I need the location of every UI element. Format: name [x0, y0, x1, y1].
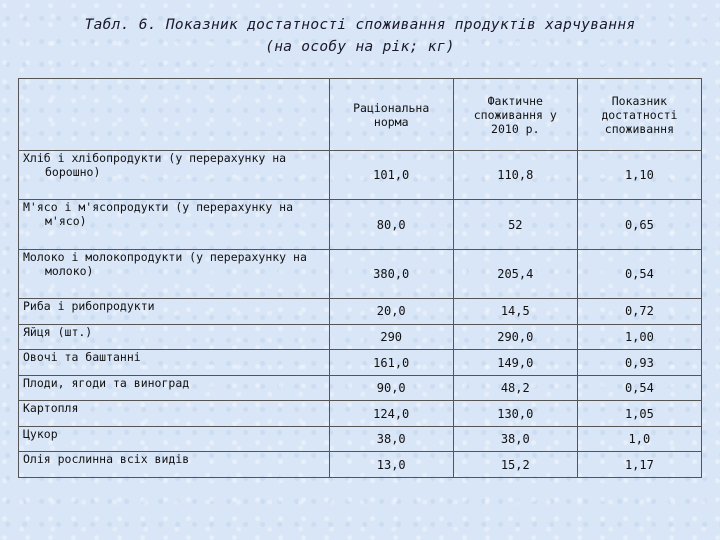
row-label-continuation: молоко): [45, 263, 94, 278]
consumption-table: [18, 78, 702, 478]
actual-value: 149,0: [453, 350, 577, 376]
row-label: [19, 200, 330, 249]
table-row: [19, 401, 702, 427]
row-label: [19, 452, 330, 478]
actual-value: 52: [453, 200, 577, 249]
table-row: [19, 299, 702, 325]
row-label: [19, 151, 330, 200]
index-value: 0,54: [577, 249, 701, 298]
actual-value: 48,2: [453, 375, 577, 401]
norm-value: 38,0: [329, 426, 453, 452]
table-row: [19, 151, 702, 200]
actual-value: 290,0: [453, 324, 577, 350]
header-index: Показник достатності споживання: [577, 79, 701, 151]
index-value: 1,0: [577, 426, 701, 452]
row-label-continuation: борошно): [45, 165, 101, 179]
header-norm: Раціональна норма: [329, 79, 453, 151]
row-label-text: Молоко і молокопродукти (у перерахунку на: [23, 249, 307, 264]
norm-value: 90,0: [329, 375, 453, 401]
header-corner: [19, 79, 330, 151]
actual-value: 38,0: [453, 426, 577, 452]
norm-value: 80,0: [329, 200, 453, 249]
index-value: 0,54: [577, 375, 701, 401]
row-label-text: М'ясо і м'ясопродукти (у перерахунку на: [23, 200, 294, 215]
table-row: [19, 350, 702, 376]
row-label-text: Овочі та баштанні: [23, 350, 141, 365]
table-row: [19, 375, 702, 401]
row-label-text: Цукор: [23, 426, 58, 441]
row-label: [19, 375, 330, 401]
row-label: [19, 299, 330, 325]
title-line-2: (на особу на рік; кг): [265, 39, 455, 55]
table-row: [19, 452, 702, 478]
header-actual: Фактичне споживання у 2010 р.: [453, 79, 577, 151]
row-label: [19, 324, 330, 350]
index-value: 1,17: [577, 452, 701, 478]
row-label-text: Риба і рибопродукти: [23, 299, 155, 314]
row-label-text: Плоди, ягоди та виноград: [23, 375, 190, 390]
actual-value: 110,8: [453, 151, 577, 200]
norm-value: 20,0: [329, 299, 453, 325]
table-row: [19, 426, 702, 452]
row-label-continuation: м'ясо): [45, 214, 87, 229]
index-value: 1,10: [577, 151, 701, 200]
norm-value: 101,0: [329, 151, 453, 200]
row-label: [19, 401, 330, 427]
row-label: [19, 249, 330, 298]
actual-value: 130,0: [453, 401, 577, 427]
norm-value: 13,0: [329, 452, 453, 478]
index-value: 1,05: [577, 401, 701, 427]
actual-value: 205,4: [453, 249, 577, 298]
table-row: [19, 324, 702, 350]
norm-value: 290: [329, 324, 453, 350]
index-value: 1,00: [577, 324, 701, 350]
actual-value: 14,5: [453, 299, 577, 325]
table-body: [19, 151, 702, 478]
index-value: 0,72: [577, 299, 701, 325]
title-line-1: Табл. 6. Показник достатності споживання продуктів харчування: [84, 17, 636, 33]
row-label-text: Картопля: [23, 401, 79, 416]
norm-value: 124,0: [329, 401, 453, 427]
row-label-text: Хліб і хлібопродукти (у перерахунку на: [23, 151, 287, 165]
row-label: [19, 350, 330, 376]
table-title: [0, 14, 720, 58]
actual-value: 15,2: [453, 452, 577, 478]
norm-value: 161,0: [329, 350, 453, 376]
table-row: [19, 200, 702, 249]
index-value: 0,93: [577, 350, 701, 376]
norm-value: 380,0: [329, 249, 453, 298]
row-label-text: Яйця (шт.): [23, 324, 93, 339]
index-value: 0,65: [577, 200, 701, 249]
table-row: [19, 249, 702, 298]
row-label: [19, 426, 330, 452]
header-row: [19, 79, 702, 151]
row-label-text: Олія рослинна всіх видів: [23, 452, 190, 467]
